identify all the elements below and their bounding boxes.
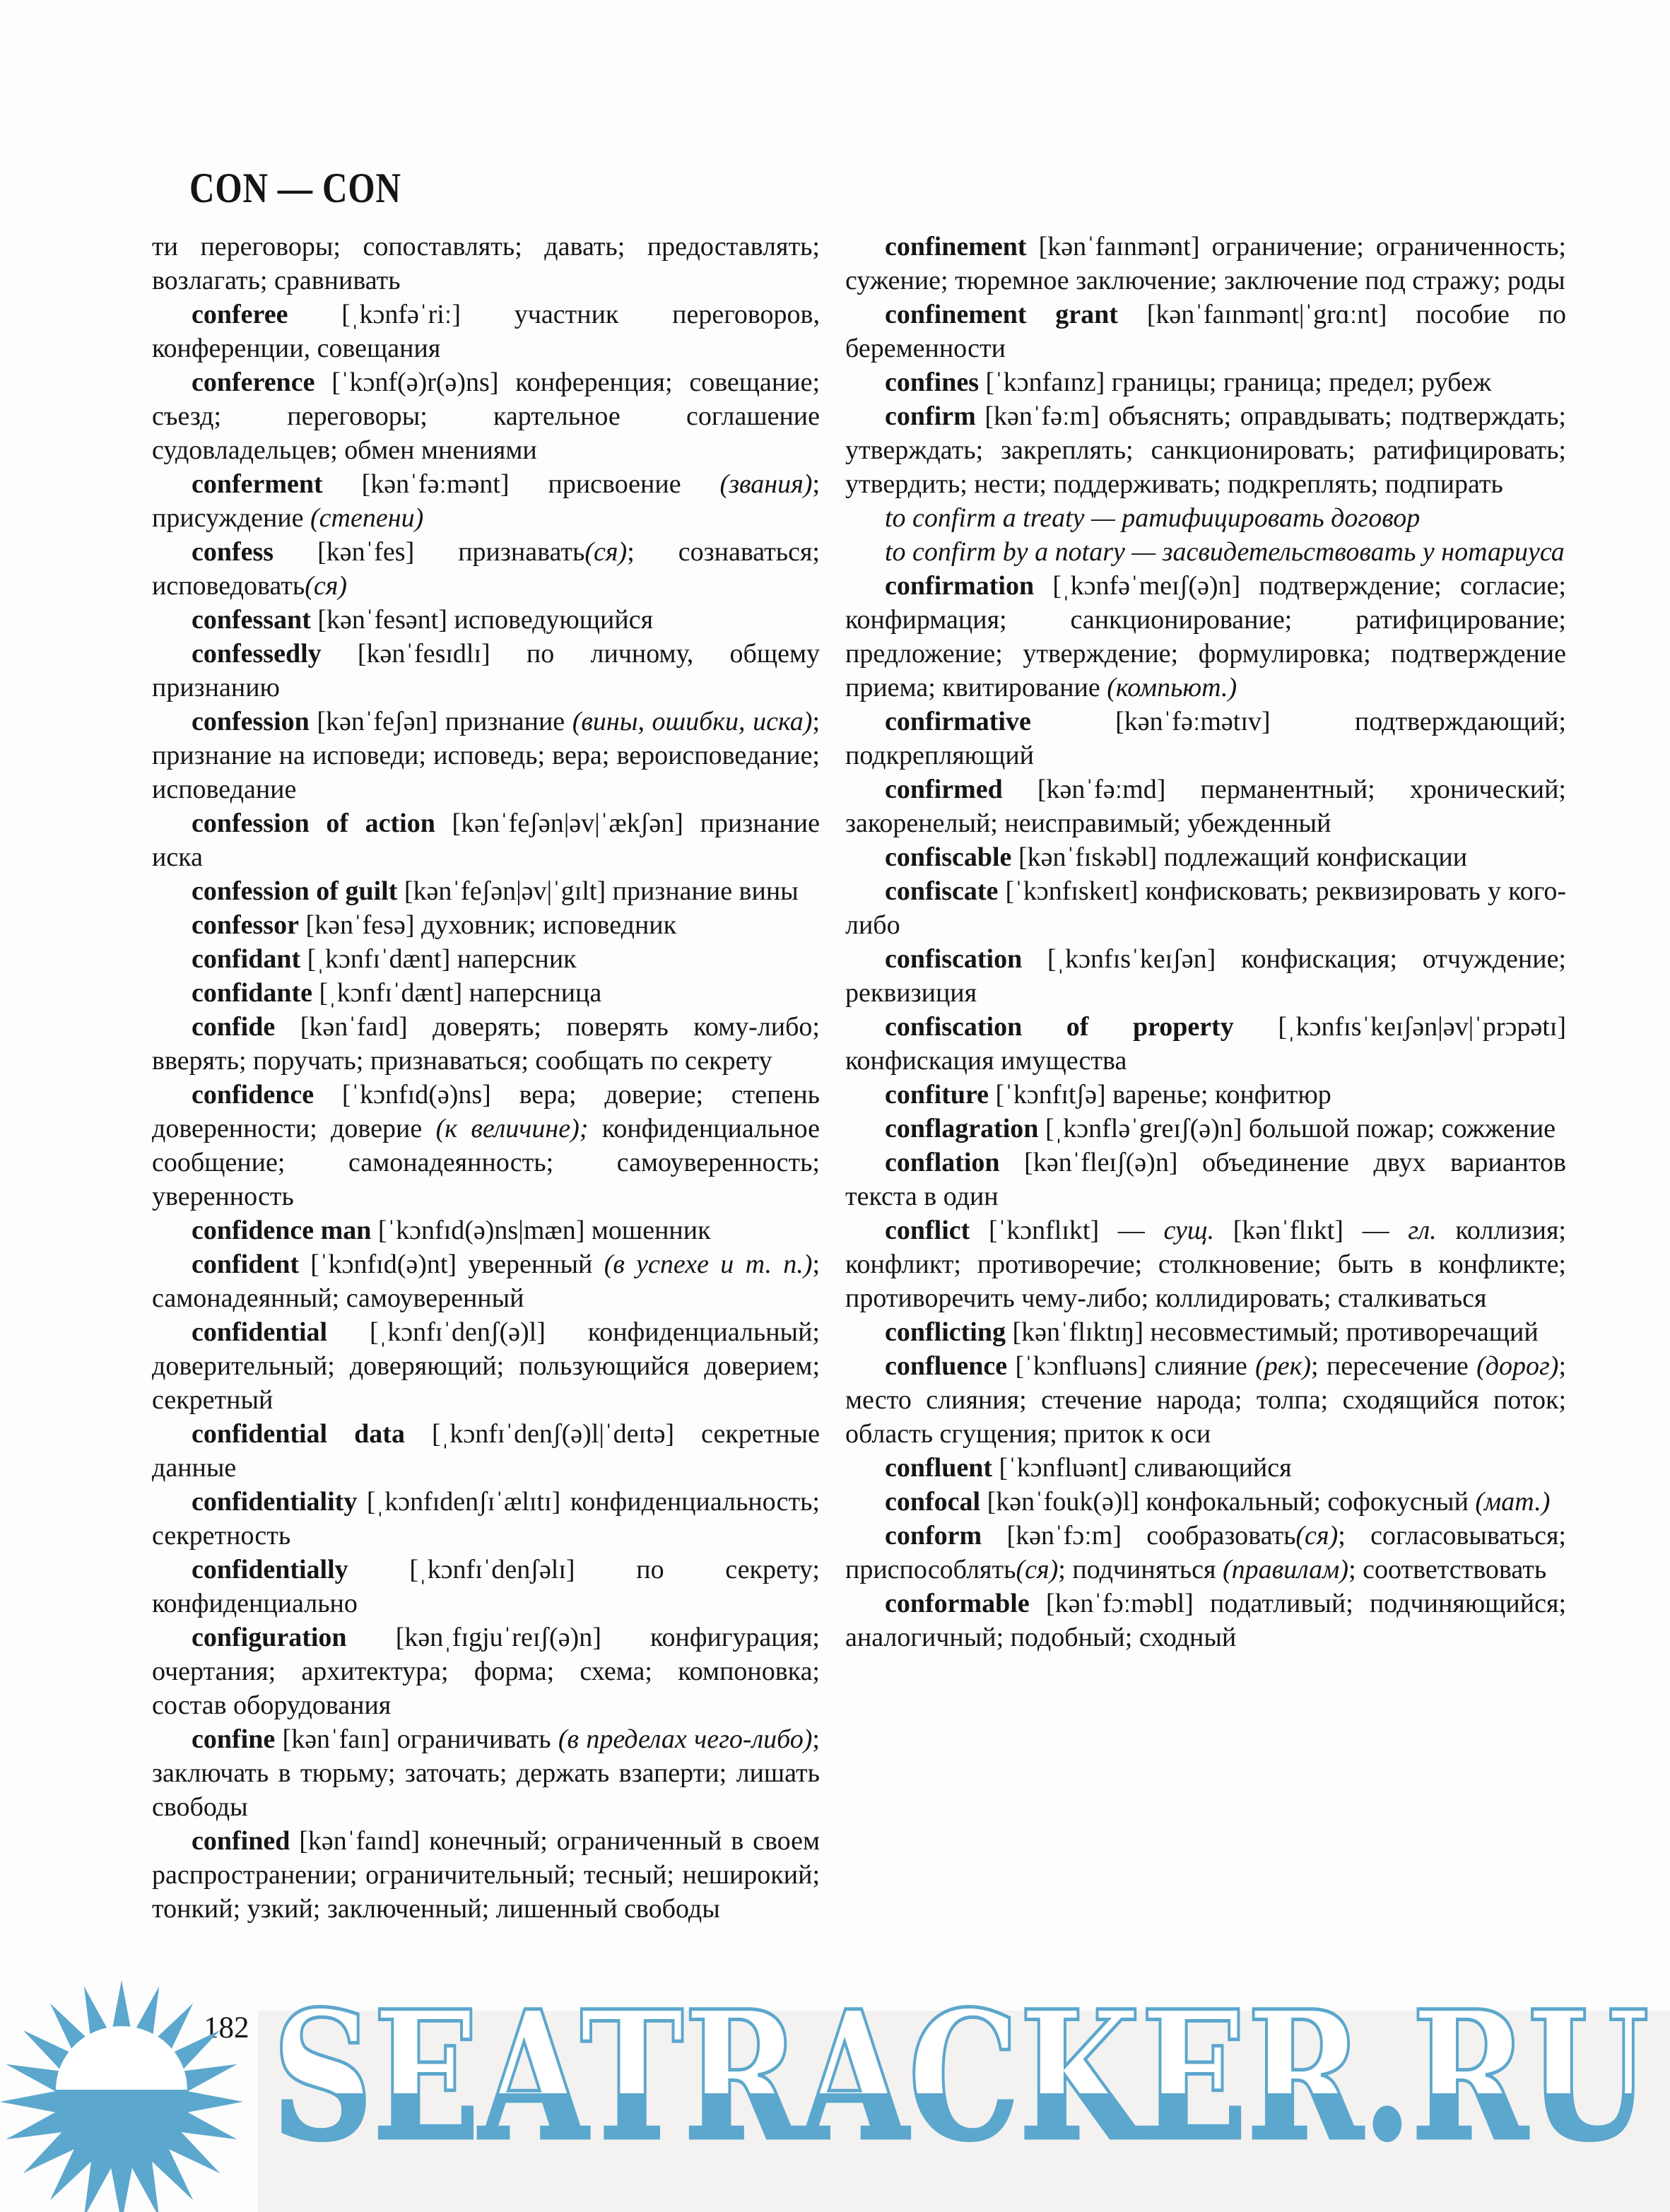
dictionary-entry [845,1213,1566,1315]
headword: confidante [192,978,312,1008]
entry-text: [kənˈfesə] духовник; исповедник [298,910,677,940]
entry-text: [ˈkɔnfaɪnz] границы; граница; предел; рубеж [979,367,1492,397]
entry-text: [kənˈfesənt] исповедующийся [310,605,654,635]
entry-text: [kənˈfeʃən] признание [309,707,572,736]
entry-text: [kənˈfouk(ə)l] конфокальный; софокусный [980,1487,1476,1517]
italic-note: (компьют.) [1107,673,1237,702]
headword: confidential [192,1317,328,1347]
entry-text: [kənˈfeʃən|əv|ˈgɪlt] признание вины [397,876,799,906]
dictionary-entry [845,1485,1566,1519]
italic-note: to confirm by a notary — засвидетельствовать у нотариуса [885,537,1565,567]
italic-note: (в пределах чего-либо) [558,1724,813,1754]
headword: conferee [192,300,288,329]
italic-note: (правилам) [1222,1555,1349,1584]
italic-note: (в успехе и т. п.) [604,1249,813,1279]
entry-text: ; присуждение [152,469,820,533]
dictionary-entry [152,1824,820,1926]
entry-text: [kənˈfəːmətɪv] подтверждающий; подкрепляющий [845,707,1566,770]
headword: conflict [885,1216,970,1245]
dictionary-entry [152,1010,820,1078]
dictionary-entry [152,603,820,637]
headword: conference [192,367,315,397]
headword: confines [885,367,979,397]
dictionary-entry [152,1722,820,1824]
entry-text: [ˌkɔnfɪdenʃɪˈælɪtɪ] конфиденциальность; секретность [152,1487,820,1551]
headword: confessant [192,605,311,635]
entry-text: [ˈkɔnfɪd(ə)ns|mæn] мошенник [371,1216,711,1245]
headword: confession of guilt [192,876,398,906]
headword: conformable [885,1589,1030,1618]
italic-note: (ся) [1295,1521,1339,1551]
italic-note: (ся) [1016,1555,1059,1584]
dictionary-entry [152,1315,820,1417]
italic-note: (рек) [1255,1351,1311,1381]
dictionary-entry [845,1587,1566,1654]
headword: confiscation [885,944,1023,974]
dictionary-entry [845,772,1566,840]
entry-text: [kənˈflɪkt] — [1214,1216,1409,1245]
dictionary-entry [152,535,820,603]
dictionary-entry [152,705,820,806]
dictionary-entry [845,365,1566,399]
entry-text: [kənˈfaɪn] ограничивать [275,1724,558,1754]
entry-text: [kənˈfəːm] объяснять; оправдывать; подтверждать; утверждать; закреплять; санкционировать; ратифицировать; утвердить; нести; поддерживать; подкреплять; подпирать [845,401,1566,499]
entry-text: [kənˈfaɪnmənt|ˈgrɑːnt] пособие по беременности [845,300,1566,363]
headword: configuration [192,1623,347,1652]
entry-text: ; подчиняться [1058,1555,1223,1584]
usage-example [845,501,1566,535]
dictionary-entry [152,467,820,535]
headword: confiscate [885,876,999,906]
headword: confinement [885,232,1027,261]
entry-text: конфиденциальное сообщение; самонадеянность; самоуверенность; уверенность [152,1114,820,1211]
dictionary-entry [845,705,1566,772]
entry-text: [kənˈfeʃən|əv|ˈækʃən] признание иска [152,808,820,872]
entry-text: [ˈkɔnfɪtʃə] варенье; конфитюр [989,1080,1331,1110]
entry-text: [ˌkɔnfɪˈdænt] наперсница [312,978,602,1008]
dictionary-entry [845,1146,1566,1213]
entry-text: [kənˈfaɪd] доверять; поверять кому-либо; вверять; поручать; признаваться; сообщать по секрету [152,1012,820,1076]
italic-note: (к величине); [435,1114,589,1143]
dictionary-entry [845,1078,1566,1112]
headword: confine [192,1724,276,1754]
entry-continuation [152,230,820,298]
headword: confiscable [885,842,1012,872]
dictionary-entry [152,1247,820,1315]
headword: conform [885,1521,982,1551]
entry-text: ; самонадеянный; самоуверенный [152,1249,821,1313]
dictionary-entry [152,365,820,467]
headword: confidentiality [192,1487,358,1517]
entry-text: [ˌkɔnfɪˈdenʃ(ə)l|ˈdeɪtə] секретные данные [152,1419,821,1483]
right-column [845,230,1566,1654]
italic-note: to confirm a treaty — ратифицировать договор [885,503,1421,533]
entry-text: коллизия; конфликт; противоречие; столкновение; быть в конфликте; противоречить чему-либо; коллидировать; сталкиваться [845,1216,1566,1313]
page-header-guide-words: CON — CON [189,165,401,211]
dictionary-entry [152,637,820,705]
entry-text: ; соответствовать [1348,1555,1547,1584]
dictionary-entry [152,976,820,1010]
entry-text: [ˌkɔnfɪsˈkeɪʃən] конфискация; отчуждение; реквизиция [845,944,1566,1008]
entry-text: [kənˈfəːmd] перманентный; хронический; закоренелый; неисправимый; убежденный [845,775,1566,838]
entry-text: [ˈkɔnfluənt] сливающийся [992,1453,1292,1483]
entry-text: [ˌkɔnfɪˈdenʃ(ə)l] конфиденциальный; доверительный; доверяющий; пользующийся доверием; секретный [152,1317,820,1415]
entry-text: [kənˈfes] признавать [274,537,585,567]
entry-text: [kənˈflɪktɪŋ] несовместимый; противоречащий [1005,1317,1539,1347]
dictionary-entry [845,298,1566,365]
entry-text: ; сознаваться; исповедовать [152,537,820,601]
entry-text: [ˌkɔnfəˈriː] участник переговоров, конференции, совещания [152,300,820,363]
headword: confined [192,1826,290,1856]
entry-text: [ˈkɔnfɪskeɪt] конфисковать; реквизировать у кого-либо [845,876,1566,940]
dictionary-entry [845,399,1566,501]
headword: confiture [885,1080,989,1110]
italic-note: сущ. [1163,1216,1215,1245]
headword: confidentially [192,1555,348,1584]
entry-text: [ˌkɔnfɪˈdenʃəlɪ] по секрету; конфиденциально [152,1555,820,1618]
entry-text: [ˌkɔnfɪˈdænt] наперсник [300,944,577,974]
headword: confessor [192,910,299,940]
dictionary-entry [152,806,820,874]
headword: confession of action [192,808,435,838]
entry-text: [kənˈfaɪnmənt] ограничение; ограниченность; сужение; тюремное заключение; заключение под стражу; роды [845,232,1566,295]
entry-text: ; заключать в тюрьму; заточать; держать взаперти; лишать свободы [152,1724,820,1822]
entry-text: [ˌkɔnfɪsˈkeɪʃən|əv|ˈprɔpətɪ] конфискация имущества [845,1012,1567,1076]
entry-text: [kənˈfesɪdlɪ] по личному, общему признанию [152,639,820,702]
headword: confluence [885,1351,1008,1381]
headword: confocal [885,1487,981,1517]
headword: confidence [192,1080,314,1110]
italic-note: (вины, ошибки, иска) [572,707,813,736]
entry-text: [kənˈfaɪnd] конечный; ограниченный в своем распространении; ограничительный; тесный; неширокий; тонкий; узкий; заключенный; лишенный свободы [152,1826,820,1924]
entry-text: [kənˈfleɪʃ(ə)n] объединение двух вариантов текста в один [845,1148,1566,1211]
italic-note: (звания) [719,469,813,499]
entry-text: [kənˈfɪskəbl] подлежащий конфискации [1011,842,1468,872]
italic-note: (мат.) [1475,1487,1551,1517]
usage-example [845,535,1566,569]
entry-text: [ˈkɔnfɪd(ə)ns] вера; доверие; степень доверенности; доверие [152,1080,820,1143]
entry-text: [ˈkɔnfluəns] слияние [1007,1351,1256,1381]
entry-text: ; согласовываться; приспособлять [845,1521,1566,1584]
italic-note: (степени) [310,503,424,533]
entry-text: [kənˈfəːmənt] присвоение [322,469,720,499]
headword: confessedly [192,639,322,669]
headword: conflagration [885,1114,1039,1143]
entry-text: ; пересечение [1311,1351,1477,1381]
dictionary-entry [845,874,1566,942]
headword: confidant [192,944,301,974]
headword: confidential data [192,1419,405,1449]
page-number: 182 [204,2011,249,2045]
entry-text: [kənˈfɔːməbl] податливый; подчиняющийся; аналогичный; подобный; сходный [845,1589,1566,1652]
entry-text: [ˌkɔnfəˈmeɪʃ(ə)n] подтверждение; согласие; конфирмация; санкционирование; ратифицирование; предложение; утверждение; формулировка; подтверждение приема; квитирование [845,571,1566,702]
italic-note: гл. [1408,1216,1437,1245]
dictionary-entry [845,1010,1566,1078]
entry-text: [ˈkɔnfɪd(ə)nt] уверенный [299,1249,604,1279]
dictionary-entry [845,1315,1566,1349]
left-column [152,230,820,1926]
entry-text: [kənˈfɔːm] сообразовать [982,1521,1296,1551]
headword: confinement grant [885,300,1118,329]
entry-text: [ˈkɔnf(ə)r(ə)ns] конференция; совещание; съезд; переговоры; картельное соглашение судовладельцев; обмен мнениями [152,367,820,465]
headword: confidence man [192,1216,372,1245]
italic-note: (ся) [305,571,348,601]
entry-text: ти переговоры; сопоставлять; давать; предоставлять; возлагать; сравнивать [152,232,820,295]
headword: conflicting [885,1317,1006,1347]
dictionary-entry [845,1519,1566,1587]
sun-rays-icon [0,1980,243,2212]
dictionary-entry [152,1213,820,1247]
headword: conferment [192,469,323,499]
entry-text: ; место слияния; стечение народа; толпа; сходящийся поток; область сгущения; приток к оси [845,1351,1566,1449]
headword: confluent [885,1453,992,1483]
entry-text: ; признание на исповеди; исповедь; вера; вероисповедание; исповедание [152,707,820,804]
dictionary-entry [845,569,1566,705]
dictionary-entry [152,1620,820,1722]
dictionary-entry [845,1349,1566,1451]
headword: conflation [885,1148,1000,1177]
dictionary-entry [152,908,820,942]
dictionary-entry [845,230,1566,298]
headword: confession [192,707,310,736]
entry-text: [kənˌfɪgjuˈreɪʃ(ə)n] конфигурация; очертания; архитектура; форма; схема; компоновка; состав оборудования [152,1623,820,1720]
watermark-outline-text: SEATRACKER.RU [272,1972,1650,2179]
headword: confess [192,537,274,567]
headword: confident [192,1249,299,1279]
entry-text: [ˌkɔnfləˈgreɪʃ(ə)n] большой пожар; сожжение [1038,1114,1556,1143]
dictionary-entry [845,840,1566,874]
headword: confirmed [885,775,1003,804]
dictionary-entry [845,1112,1566,1146]
sun-over-sea-logo-icon [0,1979,243,2212]
headword: confirmative [885,707,1031,736]
italic-note: (ся) [584,537,628,567]
dictionary-entry [152,874,820,908]
dictionary-entry [152,1417,820,1485]
dictionary-entry [152,942,820,976]
dictionary-entry [152,1553,820,1620]
italic-note: (дорог) [1476,1351,1559,1381]
dictionary-entry [152,1078,820,1213]
dictionary-entry [152,298,820,365]
headword: confide [192,1012,276,1042]
dictionary-entry [845,1451,1566,1485]
headword: confiscation of property [885,1012,1234,1042]
entry-text: [ˈkɔnflɪkt] — [970,1216,1164,1245]
headword: confirm [885,401,976,431]
headword: confirmation [885,571,1035,601]
dictionary-entry [152,1485,820,1553]
dictionary-entry [845,942,1566,1010]
